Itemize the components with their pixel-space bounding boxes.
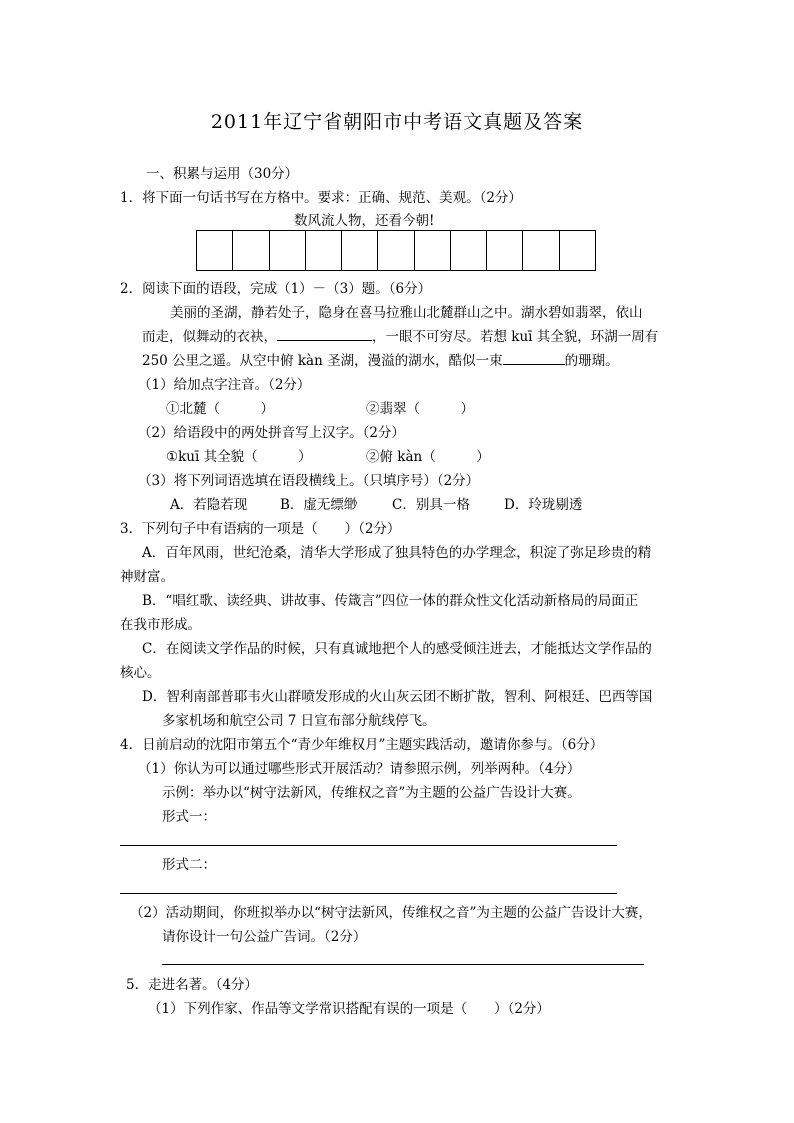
- writing-grid[interactable]: [196, 230, 596, 271]
- q3-choice-c-line-1: C．在阅读文学作品的时候，只有真诚地把个人的感受倾注进去，才能抵达文学作品的: [142, 641, 652, 657]
- option-a: A．若隐若现: [170, 497, 248, 513]
- question-1-stem: 1．将下面一句话书写在方格中。要求：正确、规范、美观。（2分）: [120, 190, 522, 206]
- passage-line-3: [142, 352, 619, 370]
- passage-line-2: [142, 328, 658, 346]
- answer-blank-1[interactable]: [277, 328, 372, 341]
- option-b: B．虚无缥缈: [280, 497, 358, 513]
- grid-cell[interactable]: [523, 231, 559, 270]
- passage-line-2-start: 而走，似舞动的衣袂，: [142, 329, 277, 345]
- grid-cell[interactable]: [378, 231, 414, 270]
- grid-cell[interactable]: [342, 231, 378, 270]
- question-5-stem: 5．走进名著。（4分）: [126, 977, 258, 993]
- q4-sub-1: （1）你认为可以通过哪些形式开展活动？请参照示例，列举两种。（4分）: [138, 761, 581, 777]
- q2-sub-2-b: ②俯 kàn（ ）: [366, 449, 490, 465]
- grid-cell[interactable]: [233, 231, 269, 270]
- passage-line-2-end: ，一眼不可穷尽。若想 kuī 其全貌，环湖一周有: [372, 329, 659, 345]
- question-1-sentence: 数风流人物，还看今朝!: [294, 213, 435, 229]
- grid-cell[interactable]: [451, 231, 487, 270]
- q2-sub-2: （2）给语段中的两处拼音写上汉字。（2分）: [138, 425, 405, 441]
- option-d: D．玲珑剔透: [504, 497, 583, 513]
- answer-line-form-2[interactable]: [120, 893, 617, 894]
- q2-sub-3: （3）将下列词语选填在语段横线上。（只填序号）（2分）: [138, 473, 480, 489]
- q3-choice-a-line-1: A．百年风雨，世纪沧桑，清华大学形成了独具特色的办学理念，积淀了弥足珍贵的精: [142, 545, 652, 561]
- grid-cell[interactable]: [197, 231, 233, 270]
- q3-choice-b-line-1: B．“唱红歌、读经典、讲故事、传箴言”四位一体的群众性文化活动新格局的局面正: [142, 593, 639, 609]
- grid-cell[interactable]: [270, 231, 306, 270]
- answer-line-form-1[interactable]: [120, 845, 617, 846]
- grid-cell[interactable]: [306, 231, 342, 270]
- q3-choice-b-line-2: 在我市形成。: [120, 617, 201, 633]
- question-2-stem: 2．阅读下面的语段，完成（1）－（3）题。（6分）: [120, 281, 432, 297]
- answer-line-slogan[interactable]: [162, 964, 644, 965]
- q4-sub-2-line-1: （2）活动期间，你班拟举办以“树守法新风，传维权之音”为主题的公益广告设计大赛，: [130, 905, 652, 921]
- passage-line-3-start: 250 公里之遥。从空中俯 kàn 圣湖，漫溢的湖水，酷似一束: [142, 353, 503, 369]
- section-heading: 一、积累与运用（30分）: [146, 166, 299, 182]
- q3-choice-c-line-2: 核心。: [120, 665, 161, 681]
- grid-cell[interactable]: [487, 231, 523, 270]
- page-title: 2011年辽宁省朝阳市中考语文真题及答案: [210, 111, 584, 133]
- question-3-stem: 3．下列句子中有语病的一项是（ ）（2分）: [120, 521, 401, 537]
- grid-cell[interactable]: [415, 231, 451, 270]
- answer-blank-2[interactable]: [503, 352, 565, 365]
- q2-sub-1-a: ①北麓（ ）: [166, 401, 274, 417]
- q3-choice-d-line-2: 多家机场和航空公司 7 日宣布部分航线停飞。: [162, 713, 436, 729]
- passage-line-1: 美丽的圣湖，静若处子，隐身在喜马拉雅山北麓群山之中。湖水碧如翡翠，依山: [170, 305, 643, 321]
- q4-form-1-label: 形式一：: [162, 809, 216, 825]
- q2-sub-1-b: ②翡翠（ ）: [366, 401, 474, 417]
- q2-sub-1: （1）给加点字注音。（2分）: [138, 377, 311, 393]
- q4-form-2-label: 形式二：: [162, 857, 216, 873]
- q4-sub-2-line-2: 请你设计一句公益广告词。（2分）: [162, 929, 367, 945]
- q4-example: 示例：举办以“树守法新风，传维权之音”为主题的公益广告设计大赛。: [162, 785, 581, 801]
- passage-line-3-end: 的珊瑚。: [564, 353, 619, 369]
- q5-sub-1: （1）下列作家、作品等文学常识搭配有误的一项是（ ）（2分）: [148, 1001, 550, 1017]
- question-4-stem: 4．日前启动的沈阳市第五个“青少年维权月”主题实践活动，邀请你参与。（6分）: [120, 737, 604, 753]
- grid-cell[interactable]: [560, 231, 595, 270]
- q3-choice-d-line-1: D．智利南部普耶韦火山群喷发形成的火山灰云团不断扩散，智利、阿根廷、巴西等国: [142, 689, 653, 705]
- q2-sub-2-a: ①kuī 其全貌（ ）: [166, 449, 312, 465]
- q3-choice-a-line-2: 神财富。: [120, 569, 174, 585]
- option-c: C．别具一格: [392, 497, 470, 513]
